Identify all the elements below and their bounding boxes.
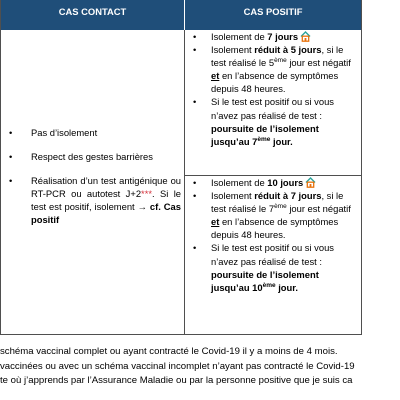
- list-item: • Isolement réduit à 5 jours, si le test réalisé le 5ème jour est négatif et en l’absence de symptômes depuis 48 heures.: [193, 44, 351, 95]
- table-header: [1, 0, 361, 30]
- house-icon: [300, 31, 311, 42]
- footnote-line: vaccinées ou avec un schéma vaccinal incomplet n’ayant pas contracté le Covid-19: [0, 360, 355, 372]
- list-item: • Réalisation d’un test antigénique ou RT-PCR ou autotest J+2***. Si le test est positif, isolement → cf. Cas positif: [9, 175, 182, 226]
- list-item: • Isolement réduit à 7 jours, si le test réalisé le 7ème jour est négatif et en l’absence de symptômes depuis 48 heures.: [193, 190, 351, 241]
- list-item: • Pas d’isolement: [9, 127, 98, 138]
- list-item: • Respect des gestes barrières: [9, 151, 153, 163]
- footnotes: [0, 345, 400, 389]
- cas-contact-list: [9, 126, 181, 238]
- cas-positif-list-top: [185, 30, 361, 148]
- cas-contact-cell: [1, 30, 185, 334]
- footnote-line: te où j’apprends par l’Assurance Maladie ou par la personne positive que je suis ca: [0, 375, 353, 386]
- list-item: • Si le test est positif ou si vous n’avez pas réalisé de test : poursuite de l’isolement jusqu’au 7ème jour.: [193, 96, 334, 147]
- header-cas-contact: CAS CONTACT: [1, 0, 185, 30]
- arrow-icon: →: [137, 201, 147, 213]
- list-item: • Si le test est positif ou si vous n’avez pas réalisé de test : poursuite de l’isolement jusqu’au 10ème jour.: [193, 242, 334, 293]
- footnote-line: schéma vaccinal complet ou ayant contracté le Covid-19 il y a moins de 4 mois.: [0, 346, 338, 357]
- header-cas-positif: CAS POSITIF: [243, 6, 303, 17]
- list-item: • Isolement de 10 jours: [185, 176, 361, 189]
- list-item: • Isolement de 7 jours: [185, 30, 361, 43]
- cas-positif-list-bottom: [185, 176, 361, 294]
- footnote-stars: ***: [141, 188, 152, 200]
- house-icon: [305, 177, 316, 188]
- cas-positif-vaccine-cell: [185, 30, 361, 176]
- cas-positif-nonvaccine-cell: [185, 176, 361, 334]
